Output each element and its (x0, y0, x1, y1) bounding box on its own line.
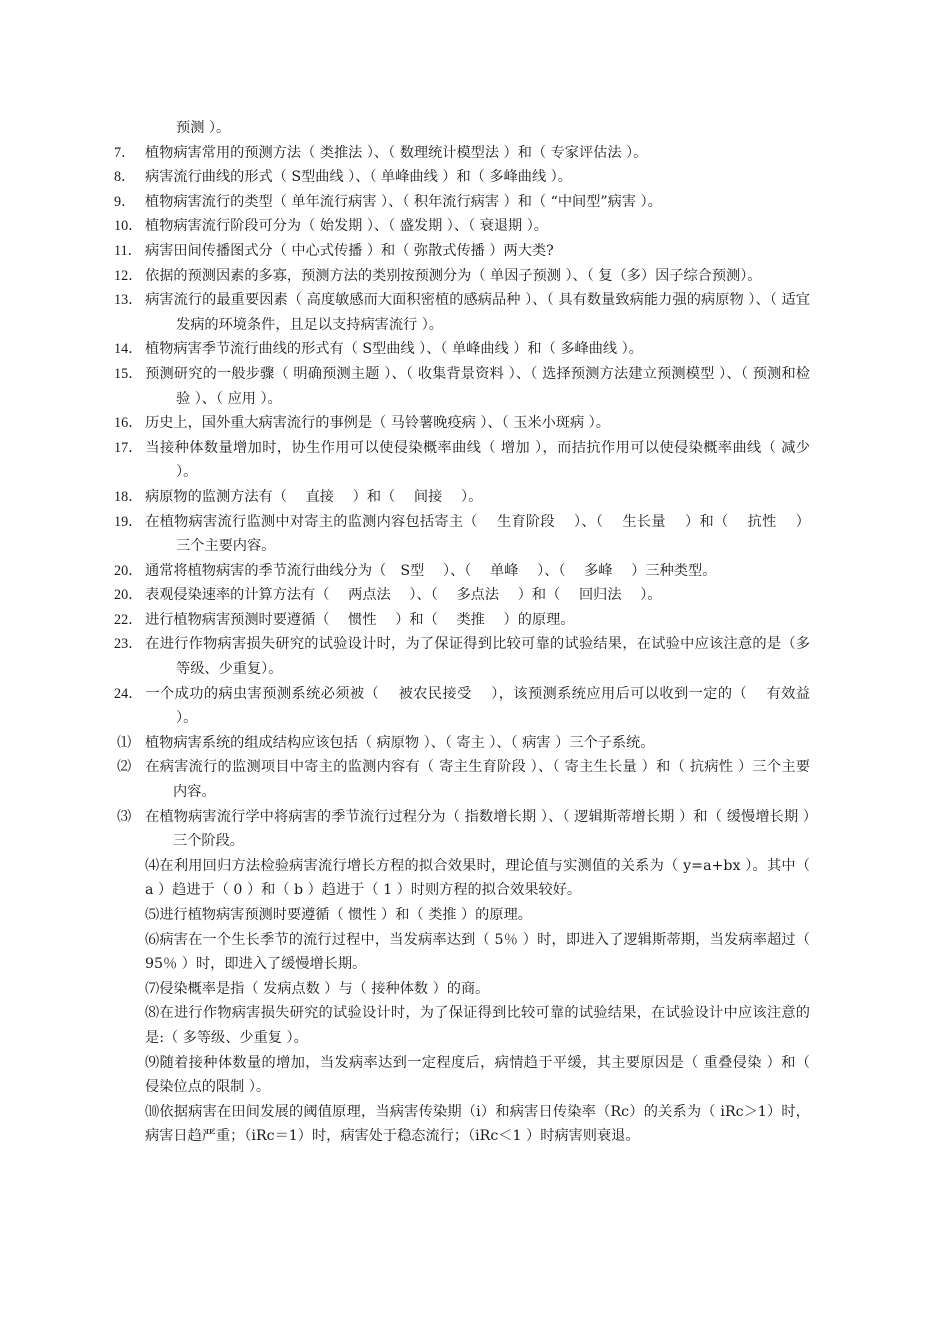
list-item: 13． 病害流行的最重要因素（ 高度敏感而大面积密植的感病品种 ）、（ 具有数量致病能力强的病原物 ）、（ 适宜发病的环境条件，且足以支持病害流行 ）。 (114, 292, 810, 333)
list-item: 15． 预测研究的一般步骤（ 明确预测主题 ）、（ 收集背景资料 ）、（ 选择预测方法建立预测模型 ）、（ 预测和检验 ）、（ 应用 ）。 (114, 365, 810, 407)
list-item: 22． 进行植物病害预测时要遵循（ 惯性 ）和（ 类推 ）的原理。 (114, 611, 575, 628)
list-item: 20． 通常将植物病害的季节流行曲线分为（ S型 ）、（ 单峰 ）、（ 多峰 ）三种类型。 (114, 562, 717, 579)
list-item: ⑺侵染概率是指（ 发病点数 ）与（ 接种体数 ）的商。 (145, 980, 490, 997)
list-item: 19． 在植物病害流行监测中对寄主的监测内容包括寄主（ 生育阶段 ）、（ 生长量 ）和（ 抗性 ）三个主要内容。 (114, 513, 810, 555)
list-item: 24． 一个成功的病虫害预测系统必须被（ 被农民接受 ），该预测系统应用后可以收到一定的（ 有效益 ）。 (114, 685, 829, 727)
list-item: ⑶在植物病害流行学中将病害的季节流行过程分为（ 指数增长期 ）、（ 逻辑斯蒂增长期 ）和（ 缓慢增长期 ）三个阶段。 (117, 808, 810, 850)
list-item: ⑹病害在一个生长季节的流行过程中，当发病率达到（ 5％ ）时，即进入了逻辑斯蒂期，当发病率超过（ 95％ ）时，即进入了缓慢增长期。 (145, 931, 810, 973)
list-item: ⑵在病害流行的监测项目中寄主的监测内容有（ 寄主生育阶段 ）、（ 寄主生长量 ）和（ 抗病性 ）三个主要内容。 (117, 759, 810, 801)
list-item: 18． 病原物的监测方法有（ 直接 ）和（ 间接 ）。 (114, 488, 483, 505)
list-item: 9． 植物病害流行的类型（ 单年流行病害 ）、（ 积年流行病害 ）和（ “中间型”病害 ）。 (114, 193, 662, 210)
document-page (114, 116, 829, 1149)
list-item: ⑴植物病害系统的组成结构应该包括（ 病原物 ）、（ 寄主 ）、（ 病害 ）三个子系统。 (117, 734, 655, 751)
list-item: 20． 表观侵染速率的计算方法有（ 两点法 ）、（ 多点法 ）和（ 回归法 ）。 (114, 587, 662, 604)
list-item: 16． 历史上，国外重大病害流行的事例是（ 马铃薯晚疫病 ）、（ 玉米小斑病 ）。 (114, 415, 610, 432)
list-item: 11． 病害田间传播图式分（ 中心式传播 ）和（ 弥散式传播 ）两大类? (114, 242, 554, 259)
list-item: 14． 植物病害季节流行曲线的形式有（ S型曲线 ）、（ 单峰曲线 ）和（ 多峰曲线 ）。 (114, 341, 643, 358)
list-item: ⑼随着接种体数量的增加，当发病率达到一定程度后，病情趋于平缓，其主要原因是（ 重叠侵染 ）和（ 侵染位点的限制 ）。 (145, 1054, 810, 1096)
list-item: ⑻在进行作物病害损失研究的试验设计时，为了保证得到比较可靠的试验结果，在试验设计中应该注意的是:（ 多等级、少重复 ）。 (145, 1005, 810, 1046)
list-item: 10． 植物病害流行阶段可分为（ 始发期 ）、（ 盛发期 ）、（ 衰退期 ）。 (114, 218, 548, 235)
list-item: ⑸进行植物病害预测时要遵循（ 惯性 ）和（ 类推 ）的原理。 (145, 907, 532, 923)
list-item: ⑷在利用回归方法检验病害流行增长方程的拟合效果时，理论值与实测值的关系为（ y=a+bx ）。其中（ a ）趋进于（ 0 ）和（ b ）趋进于（ 1 ）时则方程的拟合效果较好。 (145, 857, 810, 899)
list-item: 8． 病害流行曲线的形式（ S型曲线 ）、（ 单峰曲线 ）和（ 多峰曲线 ）。 (114, 169, 572, 186)
list-item: 7． 植物病害常用的预测方法（ 类推法 ）、（ 数理统计模型法 ）和（ 专家评估法 ）。 (114, 144, 648, 161)
list-item: ⑽依据病害在田间发展的阈值原理，当病害传染期（i）和病害日传染率（Rc）的关系为（ iRc＞1）时，病害日趋严重；（iRc＝1）时，病害处于稳态流行；（iRc＜1 ）时病害则衰退。 (145, 1103, 810, 1145)
list-item: 预测 ）。 (176, 120, 231, 136)
list-item: 17． 当接种体数量增加时，协生作用可以使侵染概率曲线（ 增加 ），而拮抗作用可以使侵染概率曲线（ 减少 ）。 (114, 439, 810, 481)
list-item: 12． 依据的预测因素的多寡，预测方法的类别按预测分为（ 单因子预测 ）、（ 复（多）因子综合预测）。 (114, 267, 762, 284)
list-item: 23． 在进行作物病害损失研究的试验设计时，为了保证得到比较可靠的试验结果，在试验中应该注意的是（多等级、少重复）。 (114, 636, 810, 678)
